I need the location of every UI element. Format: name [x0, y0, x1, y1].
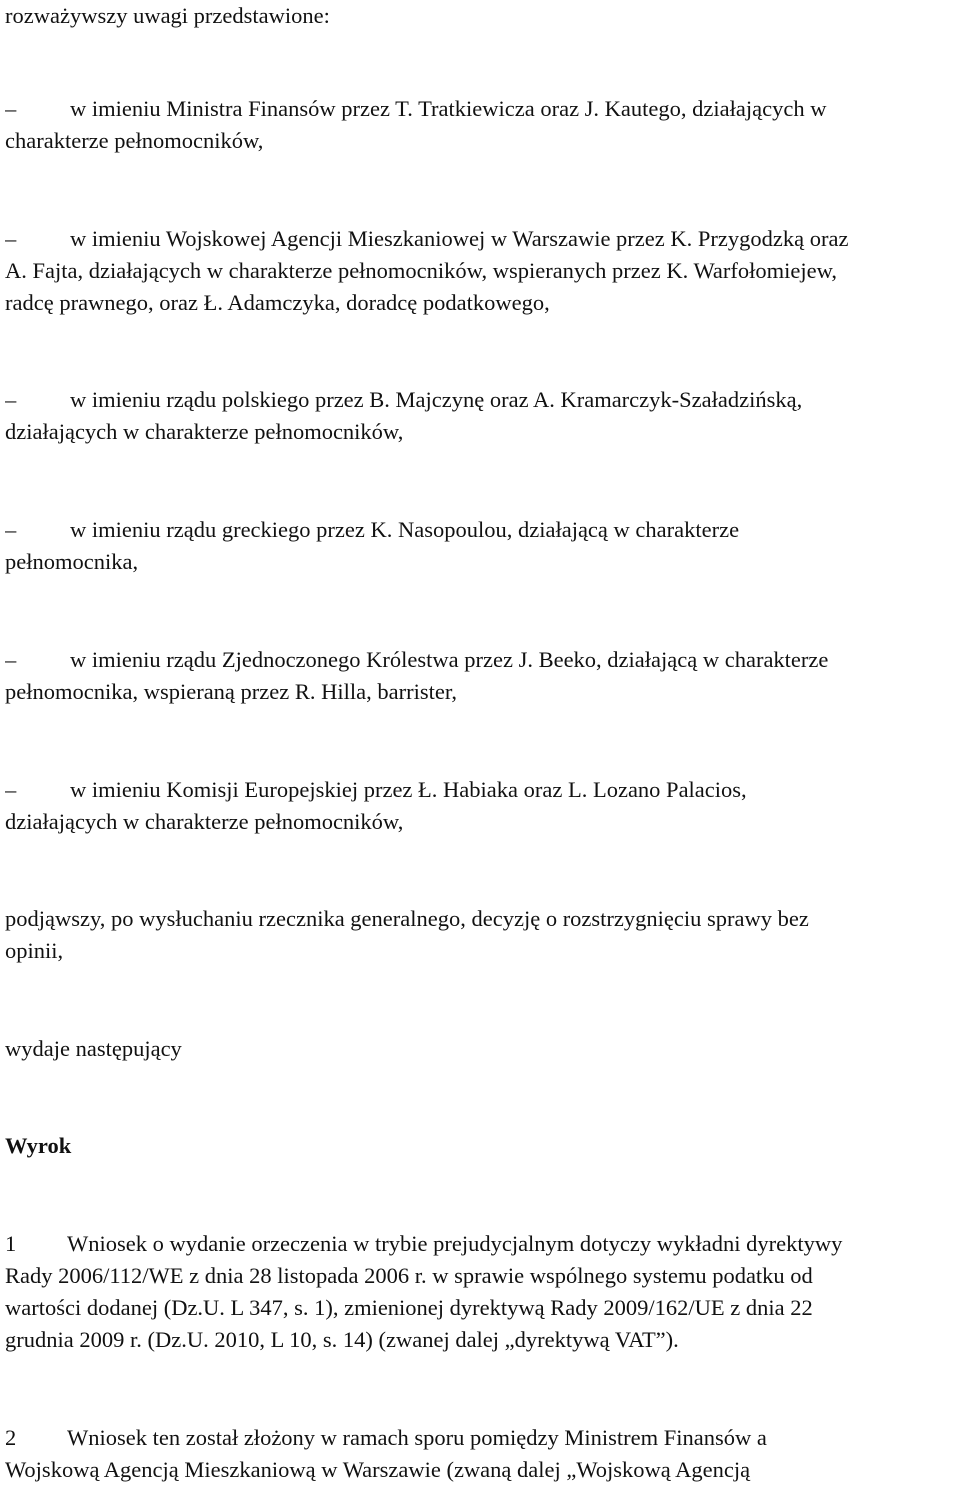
- party-text: w imieniu rządu greckiego przez K. Nasopoulou, działającą w charakterze: [70, 517, 740, 542]
- paragraph-line: grudnia 2009 r. (Dz.U. 2010, L 10, s. 14) (zwanej dalej „dyrektywą VAT”).: [5, 1327, 679, 1352]
- paragraph-line: Rady 2006/112/WE z dnia 28 listopada 2006 r. w sprawie wspólnego systemu podatku od: [5, 1263, 813, 1288]
- decision-line: podjąwszy, po wysłuchaniu rzecznika generalnego, decyzję o rozstrzygnięciu sprawy bez: [5, 906, 809, 931]
- dash-bullet: –: [5, 777, 17, 802]
- party-line: [5, 223, 955, 255]
- party-entry: [5, 384, 955, 448]
- party-entry: [5, 93, 955, 157]
- party-line: działających w charakterze pełnomocników,: [5, 809, 404, 834]
- decision-line: opinii,: [5, 938, 64, 963]
- party-line: radcę prawnego, oraz Ł. Adamczyka, doradcę podatkowego,: [5, 290, 550, 315]
- intro-text: [5, 0, 955, 32]
- paragraph-line: wartości dodanej (Dz.U. L 347, s. 1), zmienionej dyrektywą Rady 2009/162/UE z dnia 22: [5, 1295, 813, 1320]
- party-text: w imieniu Wojskowej Agencji Mieszkaniowej w Warszawie przez K. Przygodzką oraz: [70, 226, 849, 251]
- party-line: [5, 644, 955, 676]
- paragraph-number: 2: [5, 1425, 17, 1450]
- paragraph-text: Wniosek o wydanie orzeczenia w trybie prejudycjalnym dotyczy wykładni dyrektywy: [67, 1231, 843, 1256]
- decision-text: [5, 903, 955, 967]
- paragraph-number: 1: [5, 1231, 17, 1256]
- issues-text: [5, 1033, 955, 1065]
- dash-bullet: –: [5, 226, 17, 251]
- party-entry: [5, 223, 955, 319]
- party-line: pełnomocnika,: [5, 549, 139, 574]
- paragraph-text: Wniosek ten został złożony w ramach sporu pomiędzy Ministrem Finansów a: [67, 1425, 767, 1450]
- party-line: [5, 93, 955, 125]
- issues-line: wydaje następujący: [5, 1036, 182, 1061]
- party-line: [5, 514, 955, 546]
- heading-line: Wyrok: [5, 1133, 72, 1158]
- party-line: pełnomocnika, wspieraną przez R. Hilla, barrister,: [5, 679, 458, 704]
- party-text: w imieniu rządu polskiego przez B. Majczynę oraz A. Kramarczyk-Szaładzińską,: [70, 387, 803, 412]
- party-text: w imieniu rządu Zjednoczonego Królestwa przez J. Beeko, działającą w charakterze: [70, 647, 829, 672]
- numbered-paragraph: [5, 1422, 955, 1486]
- party-entry: [5, 514, 955, 578]
- party-line: [5, 384, 955, 416]
- party-entry: [5, 644, 955, 708]
- judgment-heading: [5, 1130, 955, 1162]
- paragraph-line: Wojskową Agencją Mieszkaniową w Warszawie (zwaną dalej „Wojskową Agencją: [5, 1457, 751, 1482]
- paragraph-line: [5, 1228, 955, 1260]
- party-text: w imieniu Ministra Finansów przez T. Tratkiewicza oraz J. Kautego, działających w: [70, 96, 827, 121]
- party-line: [5, 774, 955, 806]
- party-line: charakterze pełnomocników,: [5, 128, 264, 153]
- intro-line: rozważywszy uwagi przedstawione:: [5, 3, 330, 28]
- paragraph-line: [5, 1422, 955, 1454]
- party-line: A. Fajta, działających w charakterze pełnomocników, wspieranych przez K. Warfołomiejew,: [5, 258, 838, 283]
- numbered-paragraph: [5, 1228, 955, 1356]
- dash-bullet: –: [5, 517, 17, 542]
- party-line: działających w charakterze pełnomocników,: [5, 419, 404, 444]
- party-entry: [5, 774, 955, 838]
- dash-bullet: –: [5, 96, 17, 121]
- party-text: w imieniu Komisji Europejskiej przez Ł. Habiaka oraz L. Lozano Palacios,: [70, 777, 747, 802]
- dash-bullet: –: [5, 387, 17, 412]
- dash-bullet: –: [5, 647, 17, 672]
